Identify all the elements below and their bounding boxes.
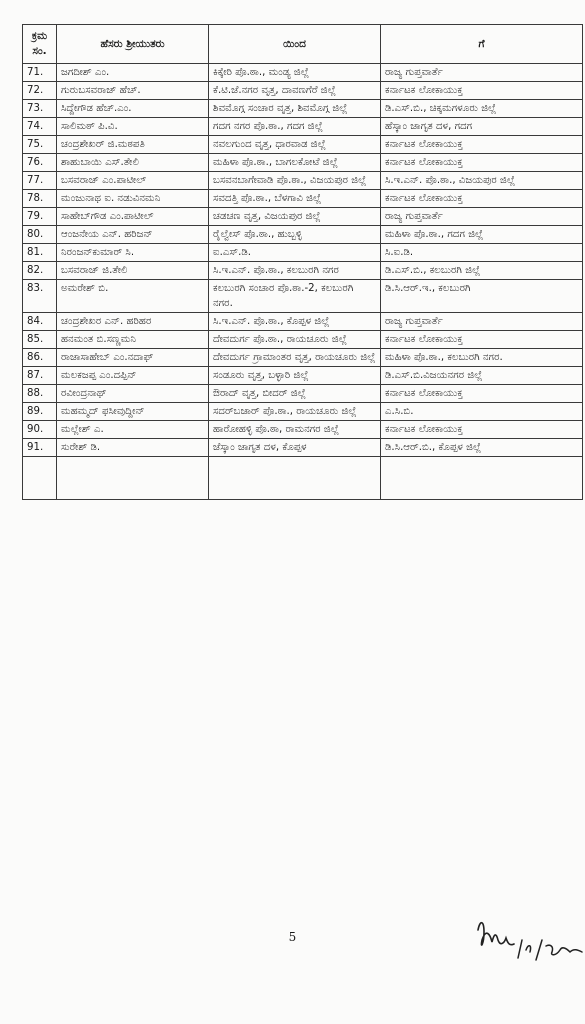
header-from: ಯಿಂದ bbox=[209, 25, 381, 64]
cell-to: ಡಿ.ಸಿ.ಆರ್.ಇ., ಕಲಬುರಗಿ bbox=[381, 280, 583, 313]
cell-from: ಸಂಡೂರು ವೃತ್ತ, ಬಳ್ಳಾರಿ ಜಿಲ್ಲೆ bbox=[209, 367, 381, 385]
cell-from: ಕಿಕ್ಕೇರಿ ಪೊ.ಠಾ., ಮಂಡ್ಯ ಜಿಲ್ಲೆ bbox=[209, 64, 381, 82]
cell-to: ಎ.ಸಿ.ಬಿ. bbox=[381, 403, 583, 421]
cell-to: ಡಿ.ಎಸ್.ಬಿ., ಕಲಬುರಗಿ ಜಿಲ್ಲೆ bbox=[381, 262, 583, 280]
table-row bbox=[23, 64, 583, 82]
header-name: ಹೆಸರು ಶ್ರೀಯುತರು bbox=[57, 25, 209, 64]
cell-to: ರಾಜ್ಯ ಗುಪ್ತವಾರ್ತೆ bbox=[381, 64, 583, 82]
cell-empty bbox=[57, 457, 209, 500]
cell-serial-number: 77. bbox=[23, 172, 57, 190]
cell-to: ಕರ್ನಾಟಕ ಲೋಕಾಯುಕ್ತ bbox=[381, 421, 583, 439]
cell-serial-number: 85. bbox=[23, 331, 57, 349]
cell-serial-number: 91. bbox=[23, 439, 57, 457]
cell-name: ಮಹಮ್ಮದ್ ಫಸೀವುದ್ದೀನ್ bbox=[57, 403, 209, 421]
cell-from: ಗದಗ ನಗರ ಪೊ.ಠಾ., ಗದಗ ಜಿಲ್ಲೆ bbox=[209, 118, 381, 136]
table-row bbox=[23, 82, 583, 100]
table-header-row bbox=[23, 25, 583, 64]
cell-serial-number: 74. bbox=[23, 118, 57, 136]
cell-serial-number: 81. bbox=[23, 244, 57, 262]
cell-to: ರಾಜ್ಯ ಗುಪ್ತವಾರ್ತೆ bbox=[381, 313, 583, 331]
cell-from: ಸಿ.ಇ.ಎನ್. ಪೊ.ಠಾ., ಕಲಬುರಗಿ ನಗರ bbox=[209, 262, 381, 280]
cell-from: ಬಸವನಬಾಗೇವಾಡಿ ಪೊ.ಠಾ., ವಿಜಯಪುರ ಜಿಲ್ಲೆ bbox=[209, 172, 381, 190]
cell-to: ಕರ್ನಾಟಕ ಲೋಕಾಯುಕ್ತ bbox=[381, 154, 583, 172]
cell-serial-number: 71. bbox=[23, 64, 57, 82]
cell-to: ಡಿ.ಎಸ್.ಬಿ., ಚಿಕ್ಕಮಗಳೂರು ಜಿಲ್ಲೆ bbox=[381, 100, 583, 118]
cell-name: ಸಾಲಿಮಠ್ ಪಿ.ವಿ. bbox=[57, 118, 209, 136]
cell-serial-number: 84. bbox=[23, 313, 57, 331]
cell-serial-number: 79. bbox=[23, 208, 57, 226]
cell-to: ಸಿ.ಐ.ಡಿ. bbox=[381, 244, 583, 262]
cell-name: ಸಾಹೇಬ್‌ಗೌಡ ಎಂ.ಪಾಟೀಲ್ bbox=[57, 208, 209, 226]
cell-from: ಸವದತ್ತಿ ಪೊ.ಠಾ., ಬೆಳಗಾವಿ ಜಿಲ್ಲೆ bbox=[209, 190, 381, 208]
cell-name: ನಿರಂಜನ್‌ಕುಮಾರ್ ಸಿ. bbox=[57, 244, 209, 262]
cell-to: ರಾಜ್ಯ ಗುಪ್ತವಾರ್ತೆ bbox=[381, 208, 583, 226]
cell-serial-number: 83. bbox=[23, 280, 57, 313]
cell-serial-number: 72. bbox=[23, 82, 57, 100]
cell-serial-number: 82. bbox=[23, 262, 57, 280]
cell-from: ದೇವದುರ್ಗ ಪೊ.ಠಾ., ರಾಯಚೂರು ಜಿಲ್ಲೆ bbox=[209, 331, 381, 349]
table-row bbox=[23, 154, 583, 172]
cell-to: ಕರ್ನಾಟಕ ಲೋಕಾಯುಕ್ತ bbox=[381, 136, 583, 154]
table-row bbox=[23, 136, 583, 154]
cell-serial-number: 89. bbox=[23, 403, 57, 421]
cell-from: ಐ.ಎಸ್.ಡಿ. bbox=[209, 244, 381, 262]
cell-name: ರವೀಂದ್ರನಾಥ್ bbox=[57, 385, 209, 403]
header-to: ಗೆ bbox=[381, 25, 583, 64]
cell-from: ಕೆ.ಟಿ.ಜೆ.ನಗರ ವೃತ್ತ, ದಾವಣಗೆರೆ ಜಿಲ್ಲೆ bbox=[209, 82, 381, 100]
table-row bbox=[23, 439, 583, 457]
table-row bbox=[23, 349, 583, 367]
cell-name: ಸುರೇಶ್ ಡಿ. bbox=[57, 439, 209, 457]
page-number: 5 bbox=[288, 930, 297, 944]
cell-to: ಮಹಿಳಾ ಪೊ.ಠಾ., ಕಲಬುರಗಿ ನಗರ. bbox=[381, 349, 583, 367]
cell-from: ಶಿವಮೊಗ್ಗ ಸಂಚಾರ ವೃತ್ತ, ಶಿವಮೊಗ್ಗ ಜಿಲ್ಲೆ bbox=[209, 100, 381, 118]
table-row bbox=[23, 385, 583, 403]
table-row bbox=[23, 331, 583, 349]
cell-serial-number: 87. bbox=[23, 367, 57, 385]
cell-name: ಮಂಜುನಾಥ ಐ. ನಡುವಿನಮನಿ bbox=[57, 190, 209, 208]
signature-mark bbox=[470, 900, 585, 975]
table-row bbox=[23, 226, 583, 244]
cell-name: ಜಗದೀಶ್ ಎಂ. bbox=[57, 64, 209, 82]
cell-from: ಹಾರೋಹಳ್ಳಿ ಪೊ.ಠಾ, ರಾಮನಗರ ಜಿಲ್ಲೆ bbox=[209, 421, 381, 439]
cell-serial-number: 75. bbox=[23, 136, 57, 154]
cell-to: ಡಿ.ಸಿ.ಆರ್.ಬಿ., ಕೊಪ್ಪಳ ಜಿಲ್ಲೆ bbox=[381, 439, 583, 457]
cell-from: ಜೆಸ್ಕಾಂ ಜಾಗೃತ ದಳ, ಕೊಪ್ಪಳ bbox=[209, 439, 381, 457]
cell-to: ಕರ್ನಾಟಕ ಲೋಕಾಯುಕ್ತ bbox=[381, 82, 583, 100]
cell-name: ಬಸವರಾಜ್ ಜಿ.ತೇಲಿ bbox=[57, 262, 209, 280]
cell-to: ಡಿ.ಎಸ್.ಬಿ.ವಿಜಯನಗರ ಜಿಲ್ಲೆ bbox=[381, 367, 583, 385]
cell-name: ಮಲ್ಲೇಶ್ ಎ. bbox=[57, 421, 209, 439]
table-row bbox=[23, 367, 583, 385]
cell-name: ಶಾಹುಬಾಯಿ ಎಸ್.ತೇಲಿ bbox=[57, 154, 209, 172]
table-row bbox=[23, 118, 583, 136]
cell-from: ಸದರ್‌ಬಜಾರ್ ಪೊ.ಠಾ., ರಾಯಚೂರು ಜಿಲ್ಲೆ bbox=[209, 403, 381, 421]
table-row bbox=[23, 421, 583, 439]
table-row bbox=[23, 172, 583, 190]
cell-name: ಗುರುಬಸವರಾಜ್ ಹೆಚ್. bbox=[57, 82, 209, 100]
cell-name: ಸಿದ್ದೇಗೌಡ ಹೆಚ್.ಎಂ. bbox=[57, 100, 209, 118]
table-row bbox=[23, 403, 583, 421]
table-row bbox=[23, 313, 583, 331]
cell-serial-number: 88. bbox=[23, 385, 57, 403]
cell-from: ಕಲಬುರಗಿ ಸಂಚಾರ ಪೊ.ಠಾ.-2, ಕಲಬುರಗಿ ನಗರ. bbox=[209, 280, 381, 313]
cell-from: ದೇವದುರ್ಗ ಗ್ರಾಮಾಂತರ ವೃತ್ತ, ರಾಯಚೂರು ಜಿಲ್ಲೆ bbox=[209, 349, 381, 367]
cell-from: ಮಹಿಳಾ ಪೊ.ಠಾ., ಬಾಗಲಕೋಟೆ ಜಿಲ್ಲೆ bbox=[209, 154, 381, 172]
cell-name: ರಾಜಾಸಾಹೇಬ್ ಎಂ.ನದಾಫ್ bbox=[57, 349, 209, 367]
table-row bbox=[23, 280, 583, 313]
cell-to: ಕರ್ನಾಟಕ ಲೋಕಾಯುಕ್ತ bbox=[381, 190, 583, 208]
cell-name: ಆಂಜನೇಯ ಎನ್. ಹರಿಜನ್ bbox=[57, 226, 209, 244]
cell-serial-number: 86. bbox=[23, 349, 57, 367]
cell-to: ಮಹಿಳಾ ಪೊ.ಠಾ., ಗದಗ ಜಿಲ್ಲೆ bbox=[381, 226, 583, 244]
cell-name: ಚಂದ್ರಶೇಖರ್ ಜಿ.ಮಠಪತಿ bbox=[57, 136, 209, 154]
cell-to: ಕರ್ನಾಟಕ ಲೋಕಾಯುಕ್ತ bbox=[381, 331, 583, 349]
cell-from: ಸಿ.ಇ.ಎನ್. ಪೊ.ಠಾ., ಕೊಪ್ಪಳ ಜಿಲ್ಲೆ bbox=[209, 313, 381, 331]
table-row bbox=[23, 190, 583, 208]
cell-serial-number: 80. bbox=[23, 226, 57, 244]
cell-serial-number: 76. bbox=[23, 154, 57, 172]
cell-name: ಅಮರೇಶ್ ಬಿ. bbox=[57, 280, 209, 313]
cell-from: ಚಡಚಣ ವೃತ್ತ, ವಿಜಯಪುರ ಜಿಲ್ಲೆ bbox=[209, 208, 381, 226]
cell-name: ಹನಮಂತ ಬಿ.ಸಣ್ಣಮನಿ bbox=[57, 331, 209, 349]
cell-from: ಔರಾದ್ ವೃತ್ತ, ಬೀದರ್ ಜಿಲ್ಲೆ bbox=[209, 385, 381, 403]
table-row bbox=[23, 100, 583, 118]
transfer-table bbox=[22, 24, 583, 500]
cell-to: ಹೆಸ್ಕಾಂ ಜಾಗೃತ ದಳ, ಗದಗ bbox=[381, 118, 583, 136]
table-row-blank bbox=[23, 457, 583, 500]
cell-to: ಸಿ.ಇ.ಎನ್. ಪೊ.ಠಾ., ವಿಜಯಪುರ ಜಿಲ್ಲೆ bbox=[381, 172, 583, 190]
cell-from: ರೈಲ್ವೇಸ್ ಪೊ.ಠಾ., ಹುಬ್ಬಳ್ಳಿ bbox=[209, 226, 381, 244]
header-serial-number: ಕ್ರಮ ಸಂ. bbox=[23, 25, 57, 64]
cell-empty bbox=[23, 457, 57, 500]
cell-serial-number: 73. bbox=[23, 100, 57, 118]
cell-serial-number: 78. bbox=[23, 190, 57, 208]
cell-empty bbox=[381, 457, 583, 500]
cell-to: ಕರ್ನಾಟಕ ಲೋಕಾಯುಕ್ತ bbox=[381, 385, 583, 403]
table-row bbox=[23, 208, 583, 226]
cell-empty bbox=[209, 457, 381, 500]
cell-name: ಬಸವರಾಜ್ ಎಂ.ಪಾಟೀಲ್ bbox=[57, 172, 209, 190]
cell-from: ನವಲಗುಂದ ವೃತ್ತ, ಧಾರವಾಡ ಜಿಲ್ಲೆ bbox=[209, 136, 381, 154]
table-row bbox=[23, 244, 583, 262]
cell-serial-number: 90. bbox=[23, 421, 57, 439]
table-row bbox=[23, 262, 583, 280]
cell-name: ಮಲಕಜಪ್ಪ ಎಂ.ದಪ್ಪಿನ್ bbox=[57, 367, 209, 385]
cell-name: ಚಂದ್ರಶೇಖರ ಎನ್. ಹರಿಹರ bbox=[57, 313, 209, 331]
